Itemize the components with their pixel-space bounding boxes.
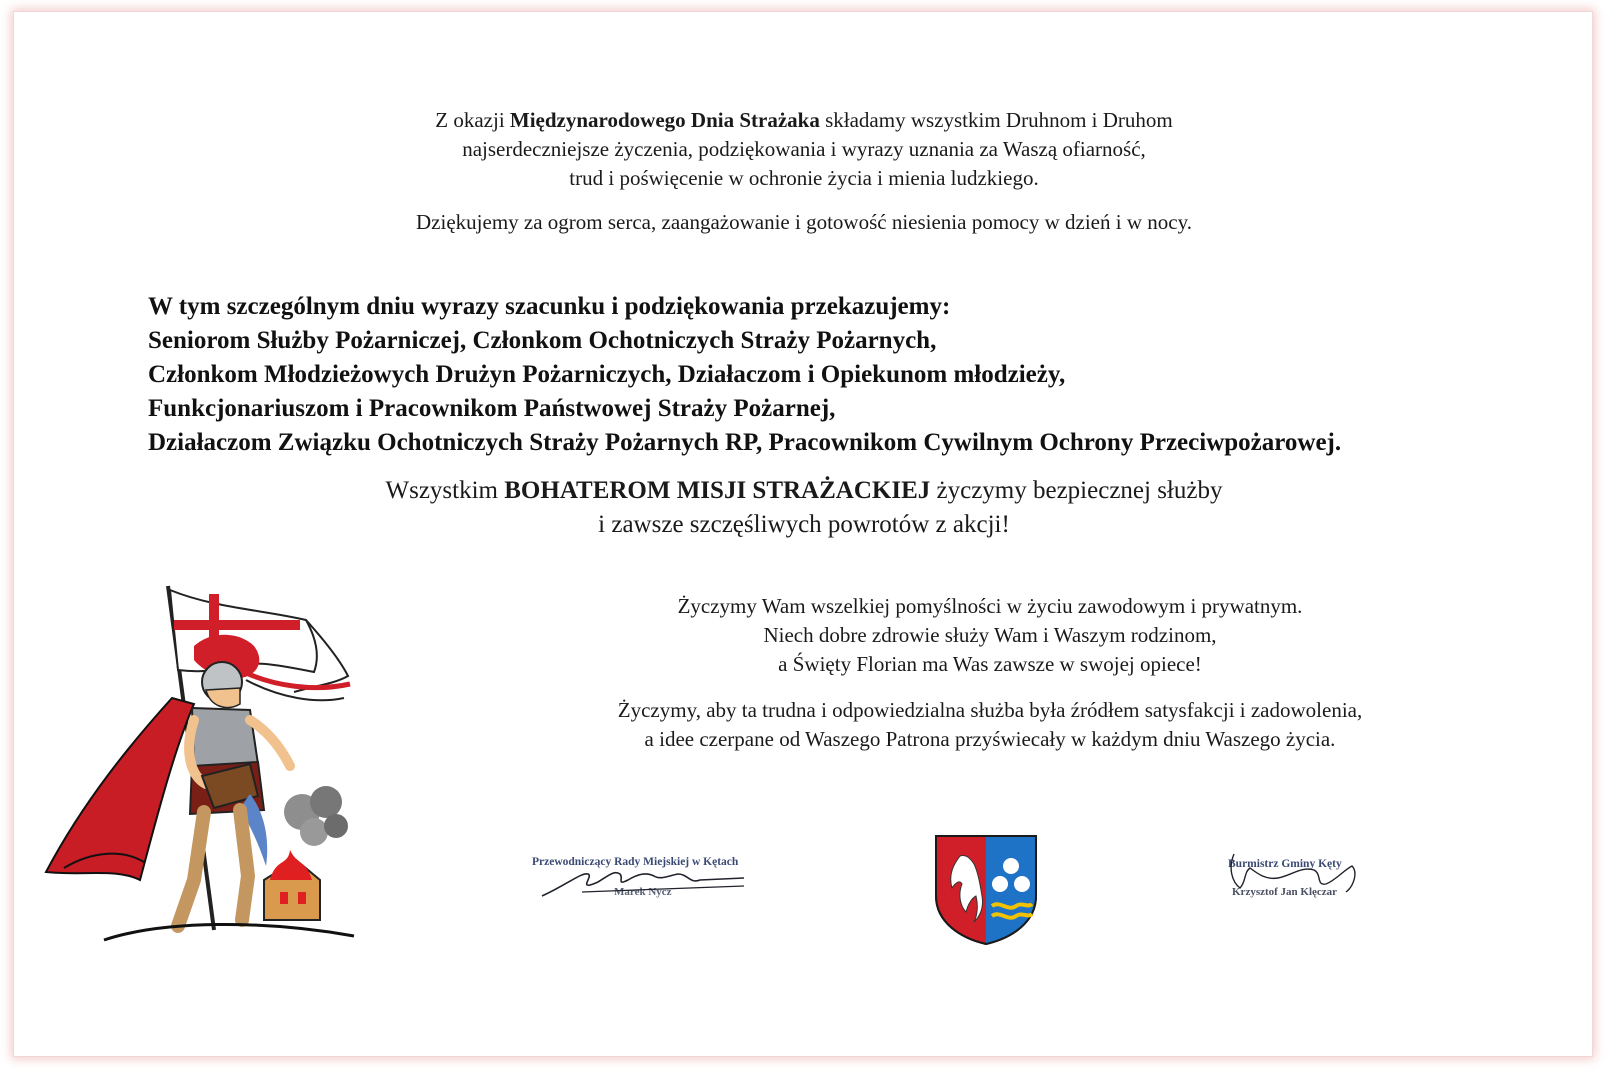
heroes-line-1 bbox=[0, 474, 1608, 508]
signature-left-name: Marek Nycz bbox=[614, 886, 672, 898]
heroes-paragraph bbox=[0, 474, 1608, 542]
heroes-bold: BOHATEROM MISJI STRAŻACKIEJ bbox=[504, 477, 931, 504]
coat-of-arms-icon bbox=[934, 834, 1038, 946]
signature-right-name: Krzysztof Jan Klęczar bbox=[1232, 886, 1338, 898]
wishes-line: Życzymy, aby ta trudna i odpowiedzialna służba była źródłem satysfakcji i zadowolenia, bbox=[617, 698, 1363, 722]
wishes-line: Życzymy Wam wszelkiej pomyślności w życiu zawodowym i prywatnym. bbox=[677, 594, 1303, 618]
wishes-line: a idee czerpane od Waszego Patrona przyświecały w każdym dniu Waszego życia. bbox=[644, 727, 1336, 751]
thanks-paragraph: Dziękujemy za ogrom serca, zaangażowanie i gotowość niesienia pomocy w dzień i w nocy. bbox=[416, 210, 1192, 234]
wishes-line: a Święty Florian ma Was zawsze w swojej opiece! bbox=[778, 652, 1202, 676]
respects-line: Funkcjonariuszom i Pracownikom Państwowej Straży Pożarnej, bbox=[148, 395, 836, 422]
greeting-suffix: składamy wszystkim Druhnom i Druhom bbox=[819, 108, 1173, 132]
greeting-paragraph bbox=[0, 106, 1608, 193]
respects-line: Seniorom Służby Pożarniczej, Członkom Ochotniczych Straży Pożarnych, bbox=[148, 327, 937, 354]
greeting-prefix: Z okazji bbox=[435, 108, 510, 132]
greeting-line-1 bbox=[0, 106, 1608, 135]
wishes-paragraph-2 bbox=[540, 696, 1440, 754]
signature-left-scribble bbox=[538, 862, 748, 902]
wishes-paragraph-1 bbox=[540, 592, 1440, 679]
respects-line: Działaczom Związku Ochotniczych Straży Pożarnych RP, Pracownikom Cywilnym Ochrony Przeciwpożarowej. bbox=[148, 429, 1342, 456]
signature-right-scribble bbox=[1226, 852, 1366, 902]
signature-right-title: Burmistrz Gminy Kęty bbox=[1228, 858, 1342, 870]
wishes-line: Niech dobre zdrowie służy Wam i Waszym rodzinom, bbox=[763, 623, 1217, 647]
respects-line: Członkom Młodzieżowych Drużyn Pożarniczych, Działaczom i Opiekunom młodzieży, bbox=[148, 361, 1066, 388]
greeting-line-3: trud i poświęcenie w ochronie życia i mienia ludzkiego. bbox=[569, 166, 1039, 190]
heroes-suffix: życzymy bezpiecznej służby bbox=[930, 477, 1223, 504]
respects-list bbox=[148, 290, 1341, 460]
signature-left-title: Przewodniczący Rady Miejskiej w Kętach bbox=[532, 856, 739, 868]
greeting-bold: Międzynarodowego Dnia Strażaka bbox=[509, 108, 820, 132]
greeting-line-2: najserdeczniejsze życzenia, podziękowania i wyrazy uznania za Waszą ofiarność, bbox=[462, 137, 1146, 161]
respects-line: W tym szczególnym dniu wyrazy szacunku i podziękowania przekazujemy: bbox=[148, 293, 951, 320]
heroes-prefix: Wszystkim bbox=[385, 477, 505, 504]
saint-florian-icon bbox=[44, 580, 364, 960]
heroes-line-2: i zawsze szczęśliwych powrotów z akcji! bbox=[598, 511, 1010, 538]
